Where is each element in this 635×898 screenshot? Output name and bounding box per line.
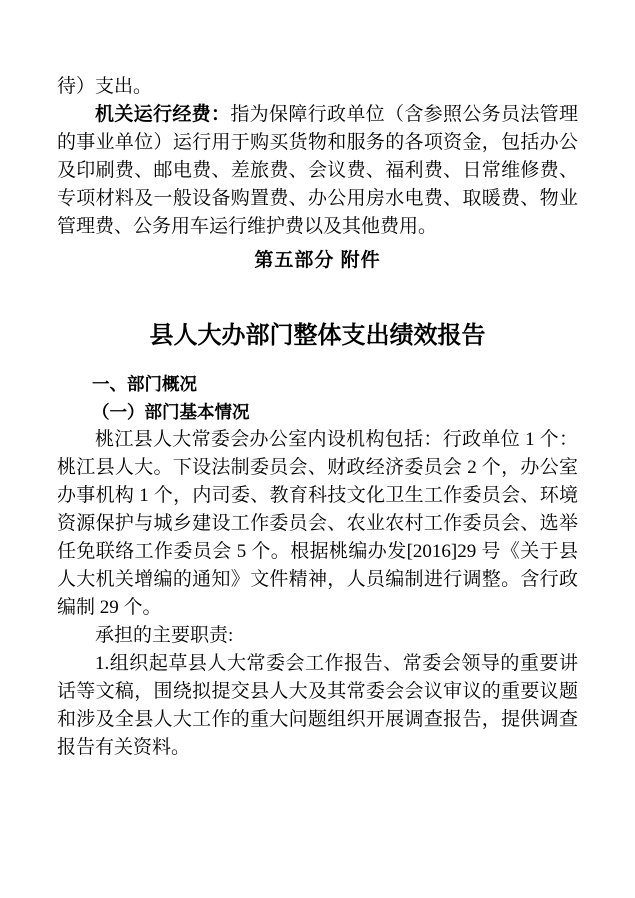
section-heading-overview: 一、部门概况 xyxy=(92,374,197,394)
org-expense-term: 机关运行经费： xyxy=(95,104,231,125)
org-expense-paragraph xyxy=(57,101,578,241)
subsection-heading-basic-info: （一）部门基本情况 xyxy=(92,402,250,422)
part-heading: 第五部分 附件 xyxy=(254,250,381,271)
duty-item-1: 1.组织起草县人大常委会工作报告、常委会领导的重要讲话等文稿，围绕拟提交县人大及其常委会会议审议的重要议题和涉及全县人大工作的重大问题组织开展调查报告，提供调查报告有关资料。 xyxy=(57,653,578,758)
paragraph-continuation: 待）支出。 xyxy=(57,76,153,97)
basic-info-paragraph: 桃江县人大常委会办公室内设机构包括：行政单位 1 个：桃江县人大。下设法制委员会、财政经济委员会 2 个，办公室办事机构 1 个，内司委、教育科技文化卫生工作委员会、环境资源保护与城乡建设工作委员会、农业农村工作委员会、选举任免联络工作委员会 5 个。根据桃编办发[2016]29 号《关于县人大机关增编的通知》文件精神，人员编制进行调整。含行政编制 29 个。 xyxy=(57,429,578,618)
duties-intro: 承担的主要职责: xyxy=(95,625,234,646)
report-title: 县人大办部门整体支出绩效报告 xyxy=(149,323,486,349)
org-expense-definition: 指为保障行政单位（含参照公务员法管理的事业单位）运行用于购买货物和服务的各项资金，包括办公及印刷费、邮电费、差旅费、会议费、福利费、日常维修费、专项材料及一般设备购置费、办公用房水电费、取暖费、物业管理费、公务用车运行维护费以及其他费用。 xyxy=(57,104,578,237)
